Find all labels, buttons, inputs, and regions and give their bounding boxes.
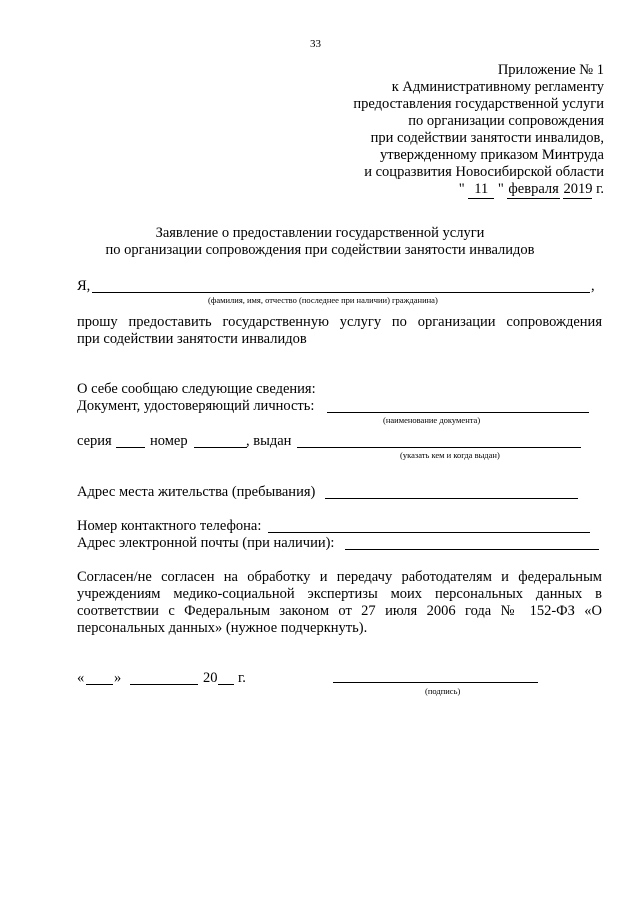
info-heading: О себе сообщаю следующие сведения:: [77, 381, 316, 397]
signature-month-field[interactable]: [130, 684, 198, 685]
issued-label: , выдан: [246, 433, 292, 449]
signature-date-open: «: [77, 670, 85, 686]
appendix-line: к Административному регламенту: [391, 79, 604, 95]
email-label: Адрес электронной почты (при наличии):: [77, 535, 335, 551]
number-field[interactable]: [194, 447, 247, 448]
request-line-1: прошу предоставить государственную услугу по организации сопровождения: [77, 314, 602, 330]
consent-line-2: учреждениям медико-социальной экспертизы моих персональных данных в: [77, 586, 602, 602]
consent-line-4: персональных данных» (нужное подчеркнуть).: [77, 620, 368, 636]
issued-field[interactable]: [297, 447, 581, 448]
phone-label: Номер контактного телефона:: [77, 518, 262, 534]
consent-line-1: Согласен/не согласен на обработку и передачу работодателям и федеральным: [77, 569, 602, 585]
document-caption: (наименование документа): [383, 415, 481, 425]
signature-date-close: »: [114, 670, 122, 686]
issued-caption: (указать кем и когда выдан): [400, 450, 500, 460]
page-number: 33: [310, 38, 321, 50]
appendix-line: предоставления государственной услуги: [353, 96, 604, 112]
applicant-prefix: Я,: [77, 278, 91, 294]
email-field[interactable]: [345, 549, 599, 550]
signature-year-field[interactable]: [218, 684, 234, 685]
address-field[interactable]: [325, 498, 578, 499]
applicant-name-field[interactable]: [92, 292, 590, 293]
number-label: номер: [150, 433, 188, 449]
appendix-line: по организации сопровождения: [408, 113, 604, 129]
appendix-line: и соцразвития Новосибирской области: [364, 164, 604, 180]
applicant-caption: (фамилия, имя, отчество (последнее при наличии) гражданина): [208, 295, 438, 305]
document-field[interactable]: [327, 412, 589, 413]
appendix-line: утвержденному приказом Минтруда: [380, 147, 604, 163]
phone-field[interactable]: [268, 532, 590, 533]
request-line-2: при содействии занятости инвалидов: [77, 331, 307, 347]
address-label: Адрес места жительства (пребывания): [77, 484, 316, 500]
date-day-field: 11: [468, 181, 494, 199]
date-year-field: 2019: [563, 181, 593, 197]
signature-day-field[interactable]: [86, 684, 113, 685]
appendix-date: " 11 " февраля 2019 г.: [458, 181, 604, 197]
series-field[interactable]: [116, 447, 145, 448]
signature-year-suffix: г.: [238, 670, 246, 686]
series-label: серия: [77, 433, 112, 449]
appendix-block: [353, 62, 604, 199]
document-title: Заявление о предоставлении государственной услуги по организации сопровождения при содействии занятости инвалидов: [105, 225, 535, 258]
document-label: Документ, удостоверяющий личность:: [77, 398, 315, 414]
appendix-line: при содействии занятости инвалидов,: [370, 130, 604, 146]
consent-line-3: соответствии с Федеральным законом от 27 июля 2006 года № 152-ФЗ «О: [77, 603, 602, 619]
appendix-line: Приложение № 1: [497, 62, 604, 78]
applicant-suffix: ,: [591, 278, 595, 294]
signature-year-prefix: 20: [203, 670, 218, 686]
date-month-field: февраля: [508, 181, 559, 197]
signature-field[interactable]: [333, 682, 538, 683]
signature-caption: (подпись): [425, 686, 461, 696]
